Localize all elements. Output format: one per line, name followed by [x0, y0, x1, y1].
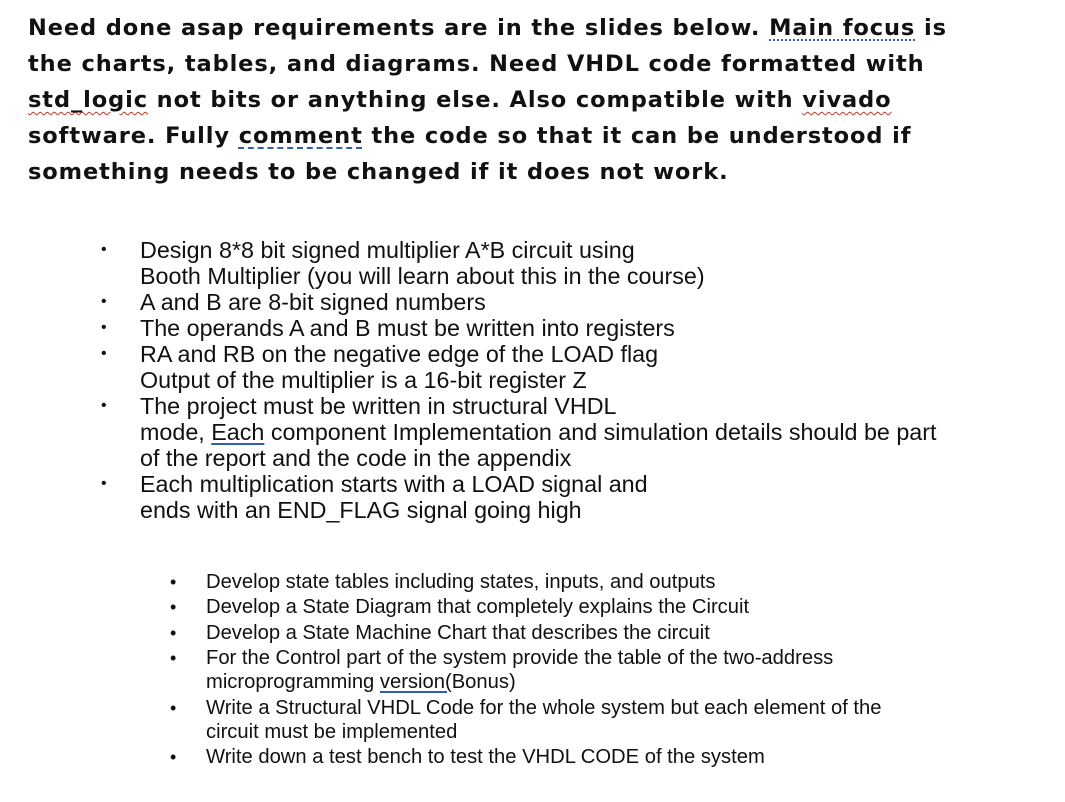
list-item-text-part: microprogramming — [206, 671, 380, 693]
bullet-icon: • — [101, 293, 107, 310]
list-item-text-part: component Implementation and simulation details should be part — [264, 419, 937, 445]
list-item-text: For the Control part of the system provide the table of the two-address — [206, 647, 834, 669]
list-item-text-part: mode, — [140, 419, 212, 445]
intro-text: software. Fully — [28, 123, 239, 149]
list-item-text: Each multiplication starts with a LOAD signal and — [140, 471, 648, 497]
each-text: Each — [211, 419, 265, 445]
list-item-text: Develop a State Machine Chart that describes the circuit — [206, 622, 710, 644]
bullet-icon: • — [101, 241, 107, 258]
list-item-text: Booth Multiplier (you will learn about this in the course) — [140, 263, 705, 289]
list-item-text: Write down a test bench to test the VHDL CODE of the system — [206, 746, 765, 768]
list-item-text: The project must be written in structural VHDL — [140, 393, 617, 419]
list-item-text — [206, 670, 516, 695]
list-item-text: Develop state tables including states, inputs, and outputs — [206, 571, 716, 593]
intro-text: the code so that it can be understood if — [362, 123, 912, 149]
intro-line-3 — [28, 82, 1048, 118]
bullet-icon: • — [101, 345, 107, 362]
bullet-icon: • — [170, 747, 177, 767]
main-focus-text: Main focus — [769, 15, 916, 41]
std-logic-text: std_logic — [28, 87, 148, 113]
intro-paragraph — [28, 10, 1048, 190]
intro-text: is — [915, 15, 947, 41]
intro-text: Need done asap requirements are in the slides below. — [28, 15, 770, 41]
list-item-text: circuit must be implemented — [206, 721, 458, 743]
bullet-icon: • — [170, 597, 177, 617]
intro-line-5: something needs to be changed if it does not work. — [28, 159, 729, 185]
version-text: version( — [379, 671, 452, 693]
list-item-text: ends with an END_FLAG signal going high — [140, 497, 582, 523]
list-item-text: Design 8*8 bit signed multiplier A*B circuit using — [140, 237, 635, 263]
vivado-text: vivado — [802, 87, 892, 113]
list-item-text: Develop a State Diagram that completely explains the Circuit — [206, 596, 750, 618]
bullet-icon: • — [101, 319, 107, 336]
intro-text: not bits or anything else. Also compatible with — [147, 87, 803, 113]
bullet-icon: • — [101, 397, 107, 414]
bullet-icon: • — [170, 698, 177, 718]
bullet-icon: • — [170, 623, 177, 643]
list-item-text — [140, 419, 936, 445]
intro-line-2: the charts, tables, and diagrams. Need VHDL code formatted with — [28, 51, 925, 77]
bullet-icon: • — [101, 475, 107, 492]
list-item-text: Write a Structural VHDL Code for the whole system but each element of the — [206, 697, 882, 719]
bullet-icon: • — [170, 648, 177, 668]
list-item-text: RA and RB on the negative edge of the LOAD flag — [140, 341, 659, 367]
list-item-text: Output of the multiplier is a 16-bit register Z — [140, 367, 587, 393]
list-item-text: A and B are 8-bit signed numbers — [140, 289, 486, 315]
list-item-text: of the report and the code in the appendix — [140, 445, 572, 471]
intro-line-4 — [28, 118, 1048, 154]
list-item-text: The operands A and B must be written into registers — [140, 315, 675, 341]
list-item-text-part: Bonus) — [451, 671, 516, 693]
comment-text: comment — [238, 123, 363, 149]
bullet-icon: • — [170, 572, 177, 592]
intro-line-1 — [28, 10, 1048, 46]
